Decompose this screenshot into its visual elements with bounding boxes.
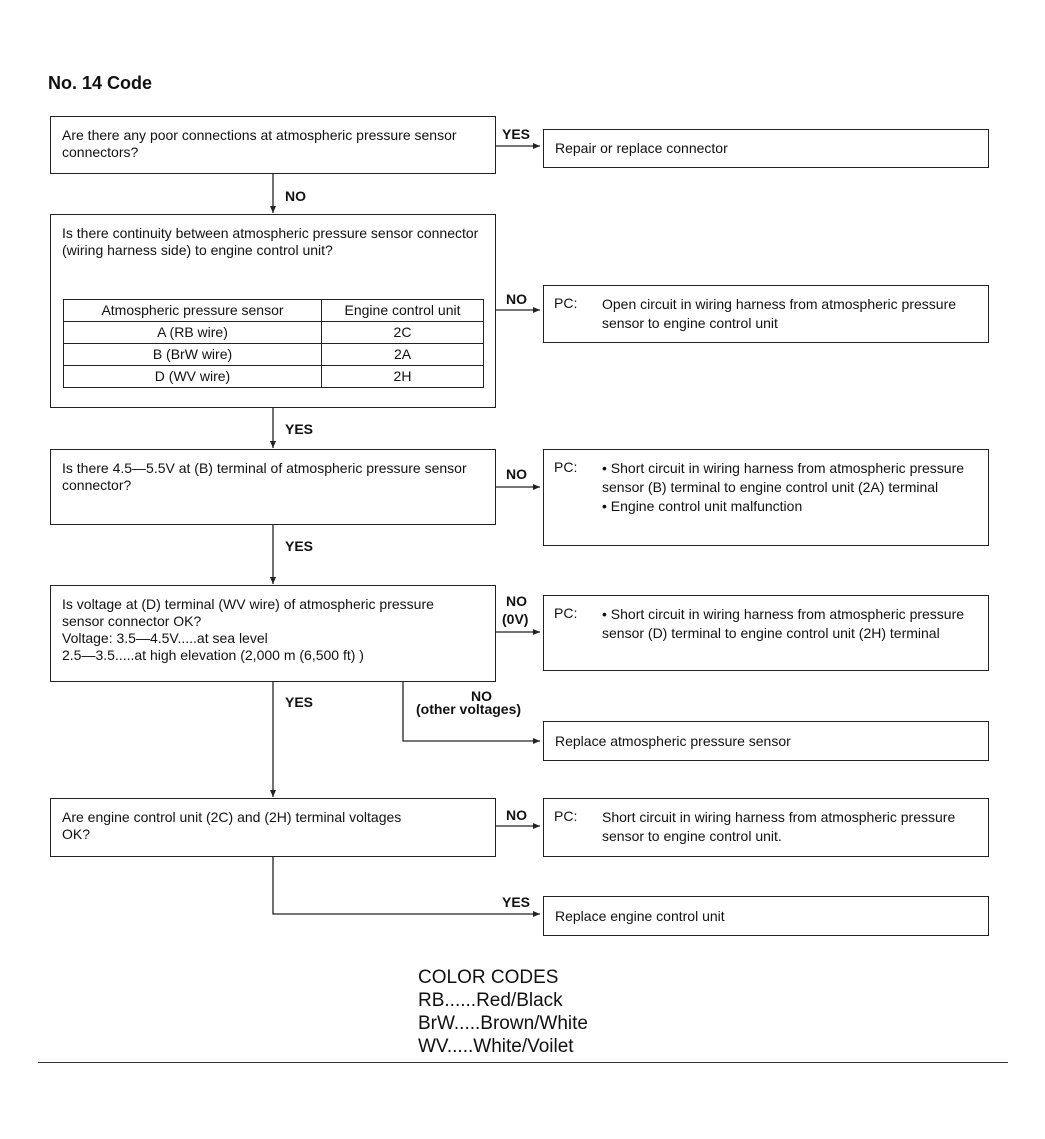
result-6-text: Short circuit in wiring harness from atmospheric pressure sensor to engine control unit. <box>602 809 956 844</box>
table-cell-wire: B (BrW wire) <box>64 344 322 366</box>
q4-other-voltages-label: (other voltages) <box>416 701 522 717</box>
table-cell-terminal: 2H <box>322 366 484 388</box>
q4-yes-label: YES <box>285 694 314 710</box>
result-3-box <box>543 449 989 546</box>
color-code-item: RB......Red/Black <box>418 990 563 1011</box>
color-code-item: BrW.....Brown/White <box>418 1013 588 1034</box>
page-title: No. 14 Code <box>48 73 153 93</box>
result-5-text: Replace atmospheric pressure sensor <box>555 733 791 749</box>
q1-yes-label: YES <box>502 126 531 142</box>
table-row <box>64 344 484 366</box>
table-row <box>64 366 484 388</box>
table-cell-terminal: 2A <box>322 344 484 366</box>
result-4-pc: PC: <box>554 605 578 621</box>
result-2-pc: PC: <box>554 295 578 311</box>
q2-yes-label: YES <box>285 421 314 437</box>
arrow-q5-r7 <box>273 857 540 914</box>
result-3-text-a: • Short circuit in wiring harness from atmospheric pressure sensor (B) terminal to engine control unit (2A) terminal <box>602 460 965 495</box>
q4-other-no-label: NO <box>471 688 492 704</box>
bottom-divider <box>38 1062 1008 1063</box>
q3-no-label: NO <box>506 466 527 482</box>
table-header-sensor: Atmospheric pressure sensor <box>64 300 322 322</box>
result-4-box <box>543 595 989 671</box>
result-2-box <box>543 285 989 343</box>
table-cell-terminal: 2C <box>322 322 484 344</box>
question-1-text: Are there any poor connections at atmospheric pressure sensor connectors? <box>62 127 457 160</box>
q2-no-label: NO <box>506 291 527 307</box>
color-code-item: WV.....White/Voilet <box>418 1036 574 1057</box>
question-2-box <box>50 214 496 408</box>
result-1-box <box>543 129 989 168</box>
result-6-pc: PC: <box>554 808 578 824</box>
q3-yes-label: YES <box>285 538 314 554</box>
q4-no-label: NO <box>506 593 527 609</box>
result-3-text-b: • Engine control unit malfunction <box>602 498 803 514</box>
color-codes-heading: COLOR CODES <box>418 967 559 988</box>
continuity-table <box>63 299 484 388</box>
result-5-box <box>543 721 989 761</box>
question-5-box <box>50 798 496 857</box>
table-row <box>64 322 484 344</box>
question-3-text: Is there 4.5—5.5V at (B) terminal of atmospheric pressure sensor connector? <box>62 460 467 493</box>
table-cell-wire: D (WV wire) <box>64 366 322 388</box>
result-6-box <box>543 798 989 857</box>
question-5-text: Are engine control unit (2C) and (2H) terminal voltages OK? <box>62 809 402 842</box>
question-4-voltage: Voltage: 3.5—4.5V.....at sea level <box>62 630 268 646</box>
question-4-text: Is voltage at (D) terminal (WV wire) of atmospheric pressure sensor connector OK? <box>62 596 434 629</box>
result-2-text: Open circuit in wiring harness from atmospheric pressure sensor to engine control unit <box>602 296 957 331</box>
question-2-text: Is there continuity between atmospheric pressure sensor connector (wiring harness side) to engine control unit? <box>62 225 479 258</box>
question-4-box <box>50 585 496 682</box>
question-3-box <box>50 449 496 525</box>
question-4-elevation: 2.5—3.5.....at high elevation (2,000 m (6,500 ft) ) <box>62 647 364 663</box>
color-codes <box>418 966 588 1058</box>
table-header-ecu: Engine control unit <box>322 300 484 322</box>
result-7-text: Replace engine control unit <box>555 908 725 924</box>
result-7-box <box>543 896 989 936</box>
question-1-box <box>50 116 496 174</box>
result-4-text: • Short circuit in wiring harness from atmospheric pressure sensor (D) terminal to engine control unit (2H) terminal <box>602 606 965 641</box>
result-3-pc: PC: <box>554 459 578 475</box>
q4-zero-volt-label: (0V) <box>502 611 529 627</box>
q5-yes-label: YES <box>502 894 531 910</box>
q5-no-label: NO <box>506 807 527 823</box>
result-1-text: Repair or replace connector <box>555 140 728 156</box>
q1-no-label: NO <box>285 188 306 204</box>
table-cell-wire: A (RB wire) <box>64 322 322 344</box>
